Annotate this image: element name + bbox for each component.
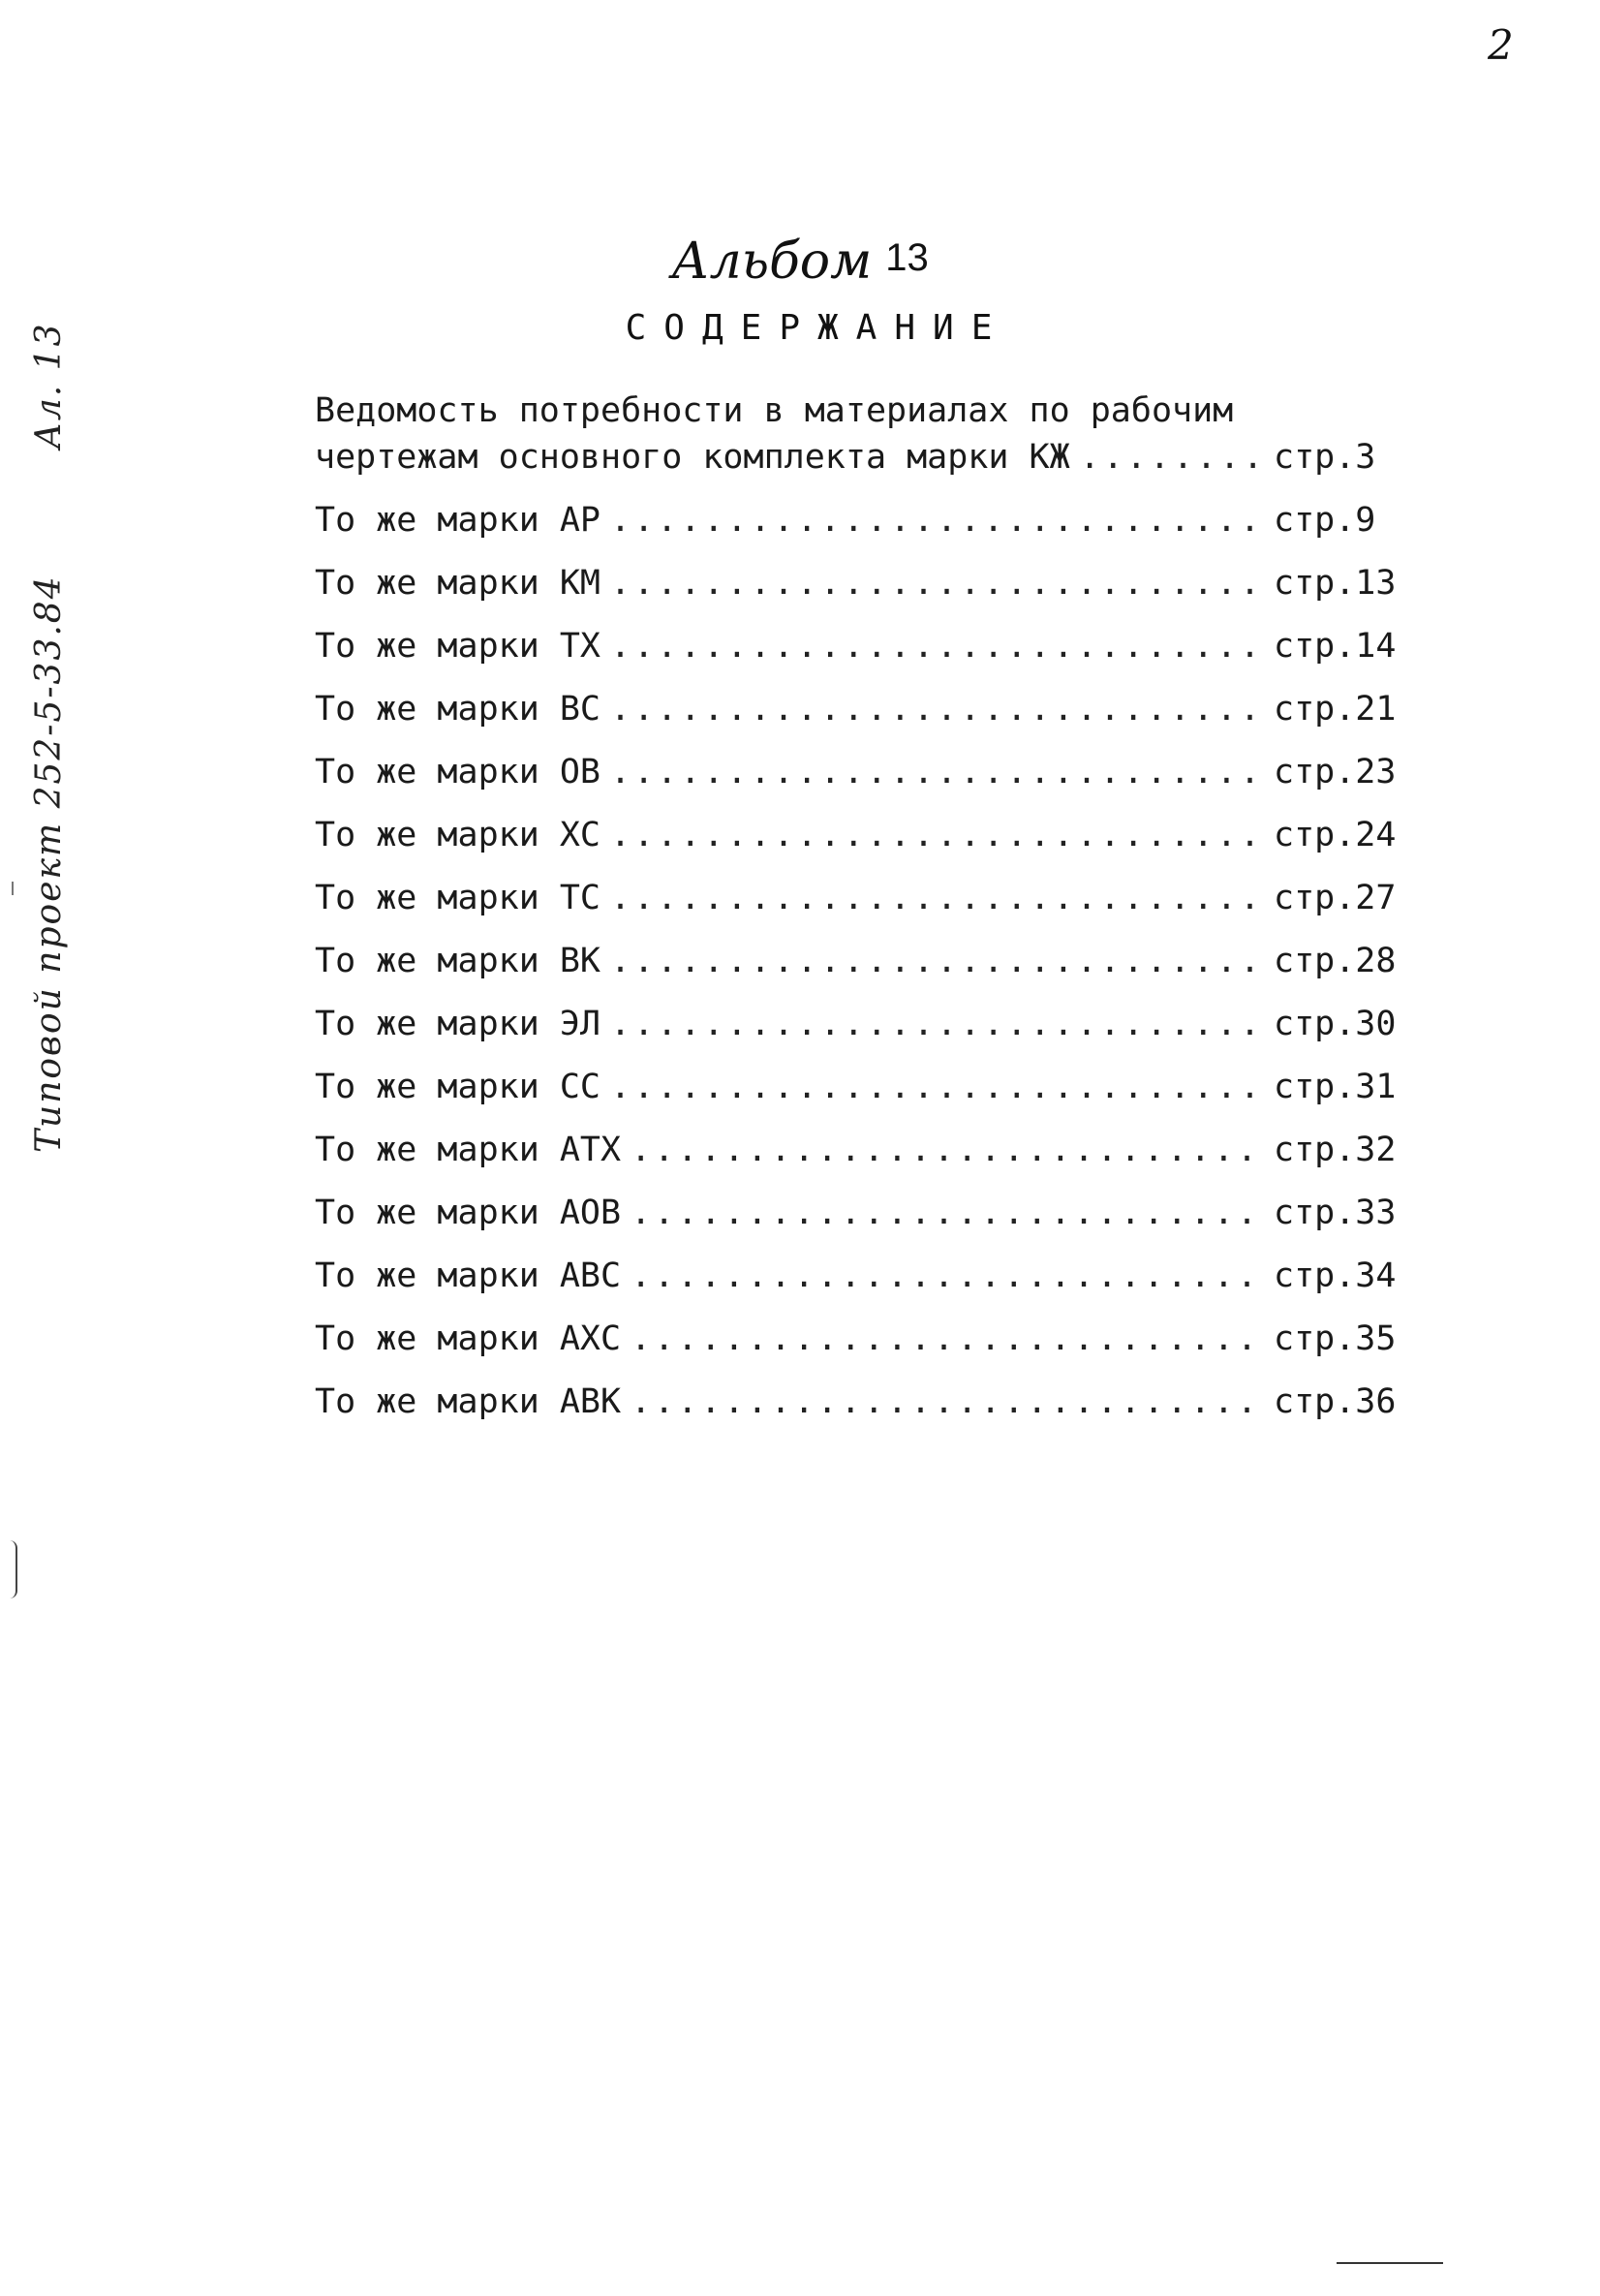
- toc-dot-leader: [610, 875, 1264, 921]
- toc-entry-page: стр.33: [1274, 1194, 1397, 1232]
- side-note-project: Типовой проект 252-5-33.84: [29, 574, 69, 1153]
- toc-entry: [315, 560, 1429, 606]
- toc-entry-page: стр.27: [1274, 879, 1397, 917]
- toc-entry-label: То же марки АВК: [315, 1382, 622, 1421]
- toc-entry-page: стр.14: [1274, 627, 1397, 666]
- toc-entry-page: стр.31: [1274, 1068, 1397, 1106]
- toc-dot-leader: [1080, 434, 1264, 481]
- toc-entry: [315, 812, 1429, 858]
- toc-entry-label: То же марки ВС: [315, 690, 601, 729]
- toc-entry-label: То же марки СС: [315, 1068, 601, 1106]
- toc-entry-page: стр.35: [1274, 1319, 1397, 1358]
- toc-entry: [315, 1001, 1429, 1047]
- toc-entry-page: стр.21: [1274, 690, 1397, 729]
- toc-entry: [315, 875, 1429, 921]
- album-title: [0, 233, 1600, 291]
- toc-entry-label: То же марки КМ: [315, 564, 601, 603]
- margin-mark: [10, 1540, 17, 1598]
- toc-entry-page: стр.23: [1274, 753, 1397, 791]
- toc-entry-label: То же марки ВК: [315, 942, 601, 980]
- toc-entry-page: стр.28: [1274, 942, 1397, 980]
- album-word: Альбом: [671, 233, 873, 291]
- toc-entry: [315, 434, 1429, 481]
- toc-dot-leader: [610, 1001, 1264, 1047]
- toc-entry-page: стр.30: [1274, 1005, 1397, 1043]
- toc-entry-label: чертежам основного комплекта марки КЖ: [315, 438, 1070, 477]
- toc-entry-label: То же марки АВС: [315, 1257, 622, 1295]
- toc-entry-page: стр.9: [1274, 501, 1376, 540]
- toc-entry: [315, 686, 1429, 732]
- toc-entry: [315, 623, 1429, 669]
- toc-entry-label: То же марки АХС: [315, 1319, 622, 1358]
- bottom-rule: [1337, 2262, 1443, 2264]
- toc-dot-leader: [610, 812, 1264, 858]
- side-note-album: Ал. 13: [29, 322, 69, 450]
- toc-entry: [315, 1127, 1429, 1173]
- contents-heading: СОДЕРЖАНИЕ: [625, 308, 1010, 348]
- toc-dot-leader: [610, 1064, 1264, 1110]
- toc-entry: [315, 1253, 1429, 1299]
- toc-entry: [315, 1190, 1429, 1236]
- toc-entry: [315, 497, 1429, 543]
- toc-entry-label: То же марки ЭЛ: [315, 1005, 601, 1043]
- toc-entry: [315, 1064, 1429, 1110]
- toc-dot-leader: [610, 686, 1264, 732]
- toc-entry-page: стр.36: [1274, 1382, 1397, 1421]
- toc-entry-label: То же марки АР: [315, 501, 601, 540]
- toc-dot-leader: [631, 1190, 1264, 1236]
- page-number: 2: [1488, 21, 1514, 69]
- toc-entry-page: стр.13: [1274, 564, 1397, 603]
- toc-dot-leader: [631, 1127, 1264, 1173]
- toc-lead-line: Ведомость потребности в материалах по рабочим: [315, 391, 1234, 430]
- toc-entry: [315, 938, 1429, 984]
- margin-tick: [12, 882, 14, 895]
- toc-dot-leader: [631, 1316, 1264, 1362]
- toc-dot-leader: [631, 1253, 1264, 1299]
- toc-entry-label: То же марки ТС: [315, 879, 601, 917]
- toc-entry-page: стр.32: [1274, 1131, 1397, 1169]
- toc-dot-leader: [610, 623, 1264, 669]
- toc-dot-leader: [610, 938, 1264, 984]
- toc-entry: [315, 1316, 1429, 1362]
- toc-dot-leader: [631, 1379, 1264, 1425]
- table-of-contents: [315, 388, 1429, 1442]
- toc-entry-label: То же марки ХС: [315, 816, 601, 854]
- toc-entry-label: То же марки АОВ: [315, 1194, 622, 1232]
- album-number: 13: [885, 236, 929, 279]
- toc-entry: [315, 1379, 1429, 1425]
- toc-entry-label: То же марки АТХ: [315, 1131, 622, 1169]
- toc-entry-page: стр.3: [1274, 438, 1376, 477]
- toc-dot-leader: [610, 749, 1264, 795]
- toc-entry-page: стр.34: [1274, 1257, 1397, 1295]
- toc-dot-leader: [610, 497, 1264, 543]
- toc-entry: [315, 749, 1429, 795]
- toc-entry-page: стр.24: [1274, 816, 1397, 854]
- toc-rows: [315, 434, 1429, 1425]
- toc-entry-label: То же марки ТХ: [315, 627, 601, 666]
- toc-dot-leader: [610, 560, 1264, 606]
- toc-entry-label: То же марки ОВ: [315, 753, 601, 791]
